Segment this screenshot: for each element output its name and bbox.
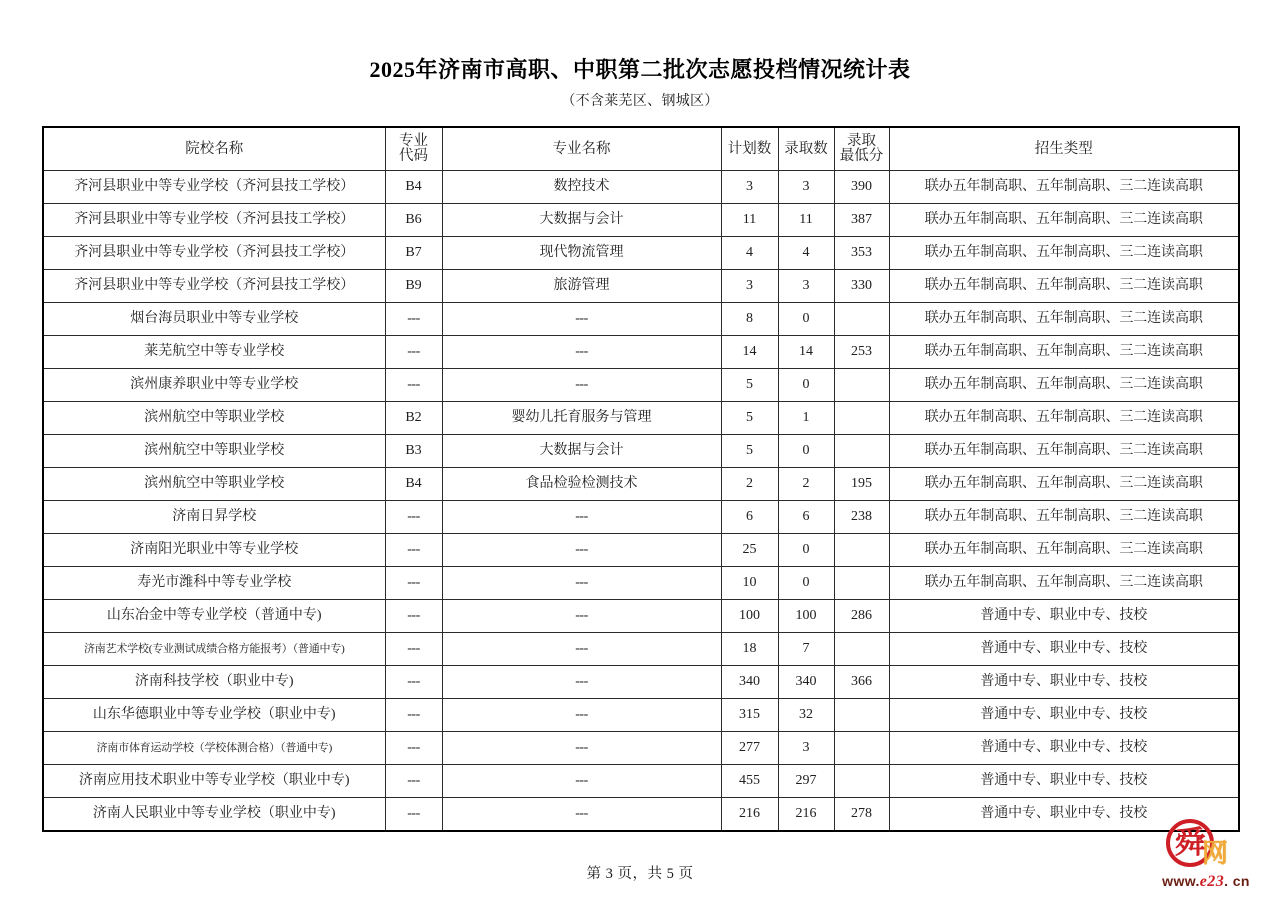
cell-major-name: --- <box>442 798 721 832</box>
cell-major-code: B7 <box>385 237 442 270</box>
cell-plan-count: 100 <box>721 600 778 633</box>
cell-school-name: 滨州康养职业中等专业学校 <box>43 369 385 402</box>
cell-admitted-count: 100 <box>778 600 834 633</box>
cell-admission-type: 普通中专、职业中专、技校 <box>889 699 1239 732</box>
cell-major-code: --- <box>385 633 442 666</box>
cell-admitted-count: 3 <box>778 270 834 303</box>
cell-min-score: 330 <box>834 270 889 303</box>
cell-plan-count: 3 <box>721 171 778 204</box>
cell-plan-count: 8 <box>721 303 778 336</box>
cell-min-score <box>834 435 889 468</box>
cell-school-name: 齐河县职业中等专业学校（齐河县技工学校） <box>43 171 385 204</box>
cell-admission-type: 联办五年制高职、五年制高职、三二连读高职 <box>889 270 1239 303</box>
table-body <box>43 171 1239 832</box>
cell-major-name: 数控技术 <box>442 171 721 204</box>
cell-plan-count: 10 <box>721 567 778 600</box>
table-row <box>43 732 1239 765</box>
cell-plan-count: 315 <box>721 699 778 732</box>
cell-plan-count: 4 <box>721 237 778 270</box>
cell-major-name: 现代物流管理 <box>442 237 721 270</box>
column-header-major-name: 专业名称 <box>442 127 721 171</box>
cell-major-code: --- <box>385 336 442 369</box>
cell-school-name: 济南科技学校（职业中专) <box>43 666 385 699</box>
page-subtitle: （不含莱芜区、钢城区） <box>561 94 719 110</box>
page-title: 2025年济南市高职、中职第二批次志愿投档情况统计表 <box>369 57 911 82</box>
cell-major-code: B9 <box>385 270 442 303</box>
cell-admitted-count: 0 <box>778 567 834 600</box>
watermark-url-prefix: www. <box>1162 873 1200 889</box>
table-row <box>43 699 1239 732</box>
cell-plan-count: 25 <box>721 534 778 567</box>
table-row <box>43 369 1239 402</box>
cell-major-code: B4 <box>385 468 442 501</box>
cell-major-code: --- <box>385 600 442 633</box>
cell-school-name: 济南市体育运动学校（学校体测合格）（普通中专) <box>43 732 385 765</box>
cell-min-score: 387 <box>834 204 889 237</box>
cell-school-name: 济南人民职业中等专业学校（职业中专) <box>43 798 385 832</box>
watermark-url-suffix: . cn <box>1224 873 1250 889</box>
cell-major-code: --- <box>385 666 442 699</box>
cell-major-code: B3 <box>385 435 442 468</box>
cell-admission-type: 联办五年制高职、五年制高职、三二连读高职 <box>889 534 1239 567</box>
cell-admitted-count: 3 <box>778 732 834 765</box>
cell-admitted-count: 4 <box>778 237 834 270</box>
cell-school-name: 滨州航空中等职业学校 <box>43 468 385 501</box>
cell-major-name: 婴幼儿托育服务与管理 <box>442 402 721 435</box>
cell-major-name: 大数据与会计 <box>442 204 721 237</box>
cell-min-score: 238 <box>834 501 889 534</box>
cell-plan-count: 18 <box>721 633 778 666</box>
watermark-url-brand: e23 <box>1199 873 1225 890</box>
table-row <box>43 303 1239 336</box>
column-header-min-score <box>834 127 889 171</box>
cell-admitted-count: 14 <box>778 336 834 369</box>
cell-plan-count: 5 <box>721 402 778 435</box>
cell-school-name: 山东华德职业中等专业学校（职业中专) <box>43 699 385 732</box>
table-row <box>43 468 1239 501</box>
cell-admitted-count: 3 <box>778 171 834 204</box>
table-container <box>42 126 1238 832</box>
table-header-row <box>43 127 1239 171</box>
cell-major-name: 食品检验检测技术 <box>442 468 721 501</box>
cell-school-name: 齐河县职业中等专业学校（齐河县技工学校） <box>43 270 385 303</box>
table-row <box>43 798 1239 832</box>
table-row <box>43 171 1239 204</box>
cell-school-name: 寿光市潍科中等专业学校 <box>43 567 385 600</box>
column-header-admission-type: 招生类型 <box>889 127 1239 171</box>
cell-admission-type: 普通中专、职业中专、技校 <box>889 765 1239 798</box>
cell-major-name: --- <box>442 501 721 534</box>
watermark-url <box>1150 873 1262 891</box>
cell-school-name: 济南艺术学校(专业测试成绩合格方能报考）（普通中专) <box>43 633 385 666</box>
cell-min-score <box>834 402 889 435</box>
cell-admission-type: 联办五年制高职、五年制高职、三二连读高职 <box>889 204 1239 237</box>
cell-admitted-count: 11 <box>778 204 834 237</box>
cell-major-code: --- <box>385 765 442 798</box>
cell-major-name: 大数据与会计 <box>442 435 721 468</box>
table-row <box>43 534 1239 567</box>
cell-plan-count: 5 <box>721 435 778 468</box>
cell-min-score <box>834 369 889 402</box>
table-row <box>43 402 1239 435</box>
cell-major-code: --- <box>385 303 442 336</box>
cell-admission-type: 联办五年制高职、五年制高职、三二连读高职 <box>889 336 1239 369</box>
cell-admitted-count: 32 <box>778 699 834 732</box>
column-header-admitted-count: 录取数 <box>778 127 834 171</box>
cell-school-name: 滨州航空中等职业学校 <box>43 402 385 435</box>
cell-plan-count: 216 <box>721 798 778 832</box>
cell-major-code: --- <box>385 798 442 832</box>
cell-major-name: --- <box>442 765 721 798</box>
seal-icon: 舜 <box>1166 819 1214 867</box>
cell-plan-count: 3 <box>721 270 778 303</box>
cell-min-score <box>834 534 889 567</box>
cell-min-score <box>834 633 889 666</box>
cell-admitted-count: 6 <box>778 501 834 534</box>
cell-min-score: 366 <box>834 666 889 699</box>
cell-school-name: 齐河县职业中等专业学校（齐河县技工学校） <box>43 237 385 270</box>
cell-admitted-count: 2 <box>778 468 834 501</box>
cell-major-code: --- <box>385 567 442 600</box>
cell-school-name: 莱芜航空中等专业学校 <box>43 336 385 369</box>
cell-major-code: --- <box>385 501 442 534</box>
cell-admission-type: 联办五年制高职、五年制高职、三二连读高职 <box>889 369 1239 402</box>
cell-admitted-count: 7 <box>778 633 834 666</box>
table-row <box>43 270 1239 303</box>
cell-school-name: 济南应用技术职业中等专业学校（职业中专) <box>43 765 385 798</box>
cell-major-code: --- <box>385 699 442 732</box>
cell-admitted-count: 0 <box>778 303 834 336</box>
cell-admitted-count: 216 <box>778 798 834 832</box>
cell-admitted-count: 340 <box>778 666 834 699</box>
cell-school-name: 烟台海员职业中等专业学校 <box>43 303 385 336</box>
cell-admission-type: 普通中专、职业中专、技校 <box>889 633 1239 666</box>
cell-plan-count: 6 <box>721 501 778 534</box>
column-header-plan-count: 计划数 <box>721 127 778 171</box>
cell-plan-count: 277 <box>721 732 778 765</box>
cell-admission-type: 联办五年制高职、五年制高职、三二连读高职 <box>889 402 1239 435</box>
table-row <box>43 501 1239 534</box>
table-row <box>43 567 1239 600</box>
cell-min-score <box>834 303 889 336</box>
cell-admitted-count: 297 <box>778 765 834 798</box>
column-header-min-score-line2: 最低分 <box>839 148 884 165</box>
cell-min-score <box>834 567 889 600</box>
column-header-major-code <box>385 127 442 171</box>
table-row <box>43 336 1239 369</box>
cell-major-code: --- <box>385 534 442 567</box>
cell-min-score: 353 <box>834 237 889 270</box>
cell-school-name: 滨州航空中等职业学校 <box>43 435 385 468</box>
cell-plan-count: 11 <box>721 204 778 237</box>
cell-plan-count: 2 <box>721 468 778 501</box>
cell-school-name: 济南日昇学校 <box>43 501 385 534</box>
cell-min-score: 390 <box>834 171 889 204</box>
cell-min-score: 278 <box>834 798 889 832</box>
cell-admitted-count: 0 <box>778 534 834 567</box>
cell-admission-type: 普通中专、职业中专、技校 <box>889 798 1239 832</box>
table-row <box>43 765 1239 798</box>
cell-admission-type: 联办五年制高职、五年制高职、三二连读高职 <box>889 171 1239 204</box>
table-row <box>43 633 1239 666</box>
table-row <box>43 600 1239 633</box>
table-row <box>43 237 1239 270</box>
cell-major-name: 旅游管理 <box>442 270 721 303</box>
cell-admission-type: 联办五年制高职、五年制高职、三二连读高职 <box>889 468 1239 501</box>
cell-major-code: B2 <box>385 402 442 435</box>
cell-min-score <box>834 765 889 798</box>
cell-plan-count: 340 <box>721 666 778 699</box>
cell-major-name: --- <box>442 633 721 666</box>
table-row <box>43 435 1239 468</box>
column-header-school: 院校名称 <box>43 127 385 171</box>
cell-major-name: --- <box>442 534 721 567</box>
cell-min-score <box>834 732 889 765</box>
table-row <box>43 666 1239 699</box>
site-watermark <box>1150 819 1262 893</box>
cell-admission-type: 普通中专、职业中专、技校 <box>889 600 1239 633</box>
cell-admitted-count: 1 <box>778 402 834 435</box>
cell-admission-type: 联办五年制高职、五年制高职、三二连读高职 <box>889 303 1239 336</box>
cell-admission-type: 联办五年制高职、五年制高职、三二连读高职 <box>889 435 1239 468</box>
cell-major-name: --- <box>442 666 721 699</box>
net-character-icon: 网 <box>1202 839 1229 868</box>
cell-major-code: B4 <box>385 171 442 204</box>
column-header-min-score-line1: 录取 <box>847 132 876 149</box>
page-footer: 第 3 页，共 5 页 <box>586 866 694 883</box>
cell-admission-type: 普通中专、职业中专、技校 <box>889 732 1239 765</box>
cell-major-name: --- <box>442 732 721 765</box>
cell-major-code: B6 <box>385 204 442 237</box>
table-header <box>43 127 1239 171</box>
cell-plan-count: 14 <box>721 336 778 369</box>
cell-plan-count: 5 <box>721 369 778 402</box>
cell-admitted-count: 0 <box>778 435 834 468</box>
cell-admission-type: 联办五年制高职、五年制高职、三二连读高职 <box>889 237 1239 270</box>
cell-major-code: --- <box>385 369 442 402</box>
cell-school-name: 济南阳光职业中等专业学校 <box>43 534 385 567</box>
column-header-major-code-line1: 专业 <box>399 132 428 149</box>
cell-school-name: 山东冶金中等专业学校（普通中专) <box>43 600 385 633</box>
cell-major-name: --- <box>442 699 721 732</box>
cell-admitted-count: 0 <box>778 369 834 402</box>
title-block <box>0 0 1280 110</box>
cell-major-code: --- <box>385 732 442 765</box>
cell-school-name: 齐河县职业中等专业学校（齐河县技工学校） <box>43 204 385 237</box>
cell-min-score: 286 <box>834 600 889 633</box>
admissions-table <box>42 126 1240 832</box>
cell-major-name: --- <box>442 336 721 369</box>
cell-min-score: 195 <box>834 468 889 501</box>
cell-admission-type: 联办五年制高职、五年制高职、三二连读高职 <box>889 501 1239 534</box>
cell-admission-type: 联办五年制高职、五年制高职、三二连读高职 <box>889 567 1239 600</box>
cell-admission-type: 普通中专、职业中专、技校 <box>889 666 1239 699</box>
cell-min-score <box>834 699 889 732</box>
cell-major-name: --- <box>442 600 721 633</box>
cell-plan-count: 455 <box>721 765 778 798</box>
table-row <box>43 204 1239 237</box>
cell-major-name: --- <box>442 369 721 402</box>
cell-major-name: --- <box>442 567 721 600</box>
column-header-major-code-line2: 代码 <box>399 148 428 165</box>
cell-major-name: --- <box>442 303 721 336</box>
cell-min-score: 253 <box>834 336 889 369</box>
